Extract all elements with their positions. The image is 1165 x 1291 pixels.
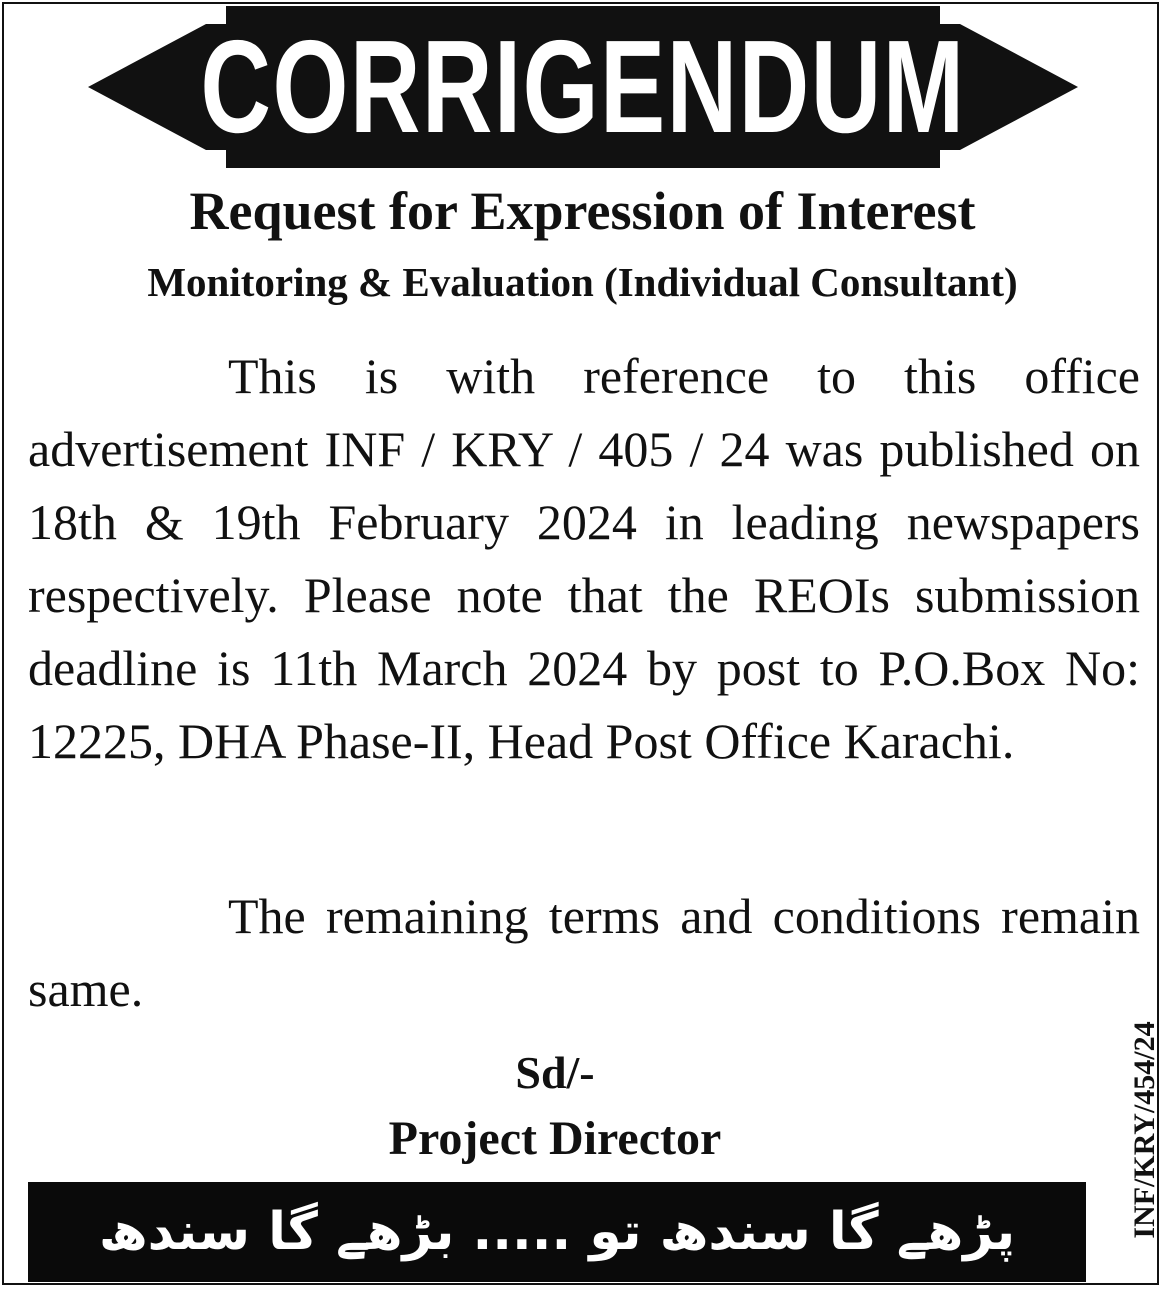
slogan-bar bbox=[28, 1182, 1086, 1282]
notice-paragraph-terms: The remaining terms and conditions remain same. bbox=[28, 888, 1140, 1017]
notice-title: Request for Expression of Interest bbox=[189, 181, 976, 241]
reference-code: INF/KRY/454/24 bbox=[1128, 1021, 1161, 1239]
signature-sd: Sd/- bbox=[515, 1047, 595, 1098]
signature-designation: Project Director bbox=[388, 1112, 722, 1165]
banner-title: CORRIGENDUM bbox=[200, 13, 966, 160]
notice-paragraph-main: This is with reference to this office advertisement INF / KRY / 405 / 24 was published on 18th & 19th February 2024 in leading newspapers respectively. Please note that the REOIs submission deadline is 11th March 2024 by post to P.O.Box No: 12225, DHA Phase-II, Head Post Office Karachi. bbox=[28, 348, 1140, 769]
notice-subtitle: Monitoring & Evaluation (Individual Consultant) bbox=[147, 259, 1018, 305]
slogan-text: پڑھے گا سندھ تو ..... بڑھے گا سندھ bbox=[98, 1202, 1016, 1262]
corrigendum-banner bbox=[88, 6, 1078, 168]
